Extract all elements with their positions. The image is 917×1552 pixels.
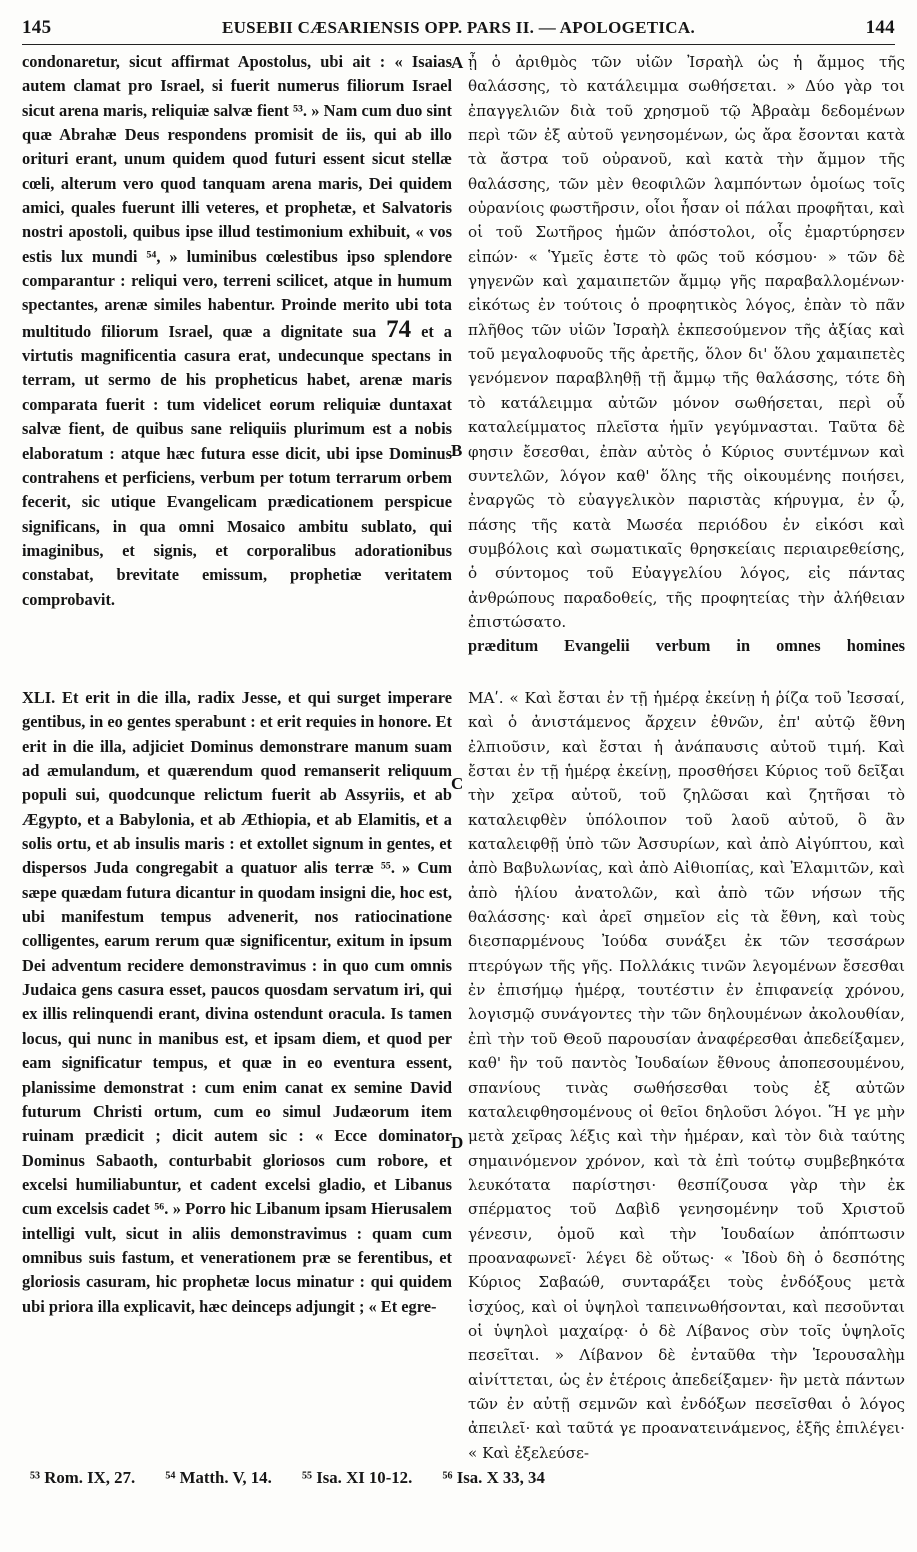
footnote-53: ⁵³ Rom. IX, 27. (30, 1468, 136, 1487)
running-title: EUSEBII CÆSARIENSIS OPP. PARS II. — APOLOGETICA. (221, 18, 696, 37)
margin-marker-b: B (451, 441, 463, 460)
latin-text-after-pagemark: et a virtutis magnificentia casura erat, undecunque spectans in terram, ut sermo de his propheticus habet, arenæ maris comparata fuerit : tum videlicet eorum reliquiæ duntaxat salvæ fient, de quibus sane reliquiis plurimum est a nobis elaboratum : atque hæc futura esse dicit, ubi ipse Dominus contrahens et perficiens, verbum per totum terrarum orbem fecerit, sic utique Evangelicam prædicationem perspicue significans, in qua omni Mosaico ambitu sublato, qui imaginibus, et signis, et corporalibus adorationibus constabat, brevitate emissum, prophetiæ veritatem comprobavit. (22, 321, 452, 609)
latin-column-top (22, 50, 452, 680)
latin-paragraph-2: XLI. Et erit in die illa, radix Jesse, et qui surget imperare gentibus, in eo gentes sperabunt : et erit requies in honore. Et erit in die illa, adjiciet Dominus demonstrare manum suam ad æmulandum, et quærendum quod remanserit reliquum populi sui, quodcunque relictum fuerit ab Assyriis, et ab Ægypto, et a Babylonia, et ab Æthiopia, et ab Elamitis, et a solis ortu, et ab insulis maris : et extollet signum in gentes, et dispersos Juda congregabit a quatuor alis terræ ⁵⁵. » Cum sæpe quædam futura dicantur in quodam insigni die, hoc est, ubi manifestum tempus advenerit, nos ratiocinatione colligentes, earum rerum quæ significentur, exitum in ipsum Dei adventum recidere demonstravimus : in quo cum omnis Judaica gens casura esset, paucos quosdam servatum iri, qui ex illis relinquendi erant, divina ostendunt oracula. Is tamen locus, qui nunc in manibus est, et ipsam diem, et quod per eam significatur tempus, et quæ in eo eventura essent, planissime demonstrat : cum enim canat ex semine David futurum Christi ortum, cum eo simul Judæorum item ruinam prædicit ; dicit autem sic : « Ecce dominator Dominus Sabaoth, conturbabit gloriosos cum robore, et excelsi humiliabuntur, et cadent excelsi gladio, et Libanus cum excelsis cadet ⁵⁶. » Porro hic Libanum ipsam Hierusalem intelligi vult, sicut in aliis demonstravimus : quam cum omnibus suis fastum, et venerationem præ se ferentibus, et gloriosis casuram, hic prophetæ locus minatur : qui quidem ubi priora illa explicavit, hæc deinceps adjungit ; « Et egre- (22, 688, 452, 1316)
running-header (22, 12, 895, 44)
footnotes (30, 1468, 890, 1494)
left-page-number: 145 (22, 17, 52, 38)
greek-column-bottom (468, 686, 905, 1462)
footnote-55: ⁵⁵ Isa. XI 10-12. (301, 1468, 413, 1487)
margin-marker-a: A (451, 53, 464, 72)
margin-marker-c: C (451, 774, 464, 793)
greek-column-top (468, 50, 905, 634)
inline-page-number: 74 (386, 315, 412, 343)
margin-marker-d: D (451, 1133, 464, 1152)
right-page-number: 144 (865, 17, 895, 38)
greek-paragraph-2: ΜΑʹ. « Καὶ ἔσται ἐν τῇ ἡμέρᾳ ἐκείνῃ ἡ ῥίζα τοῦ Ἰεσσαί, καὶ ὁ ἀνιστάμενος ἄρχειν ἐθνῶν, ἐπ' αὐτῷ ἔθνη ἐλπιοῦσιν, καὶ ἔσται ἡ ἀνάπαυσις αὐτοῦ τιμή. Καὶ ἔσται ἐν τῇ ἡμέρᾳ ἐκείνῃ, προσθήσει Κύριος τοῦ δεῖξαι τὴν χεῖρα αὐτοῦ, τοῦ ζηλῶσαι καὶ ζητῆσαι τὸ καταλειφθὲν ὑπόλοιπον τοῦ λαοῦ αὐτοῦ, ὃ ἂν καταλειφθῇ ὑπὸ τῶν Ἀσσυρίων, καὶ ἀπὸ Αἰγύπτου, καὶ ἀπὸ Βαβυλωνίας, καὶ ἀπὸ Αἰθιοπίας, καὶ Ἐλαμιτῶν, καὶ ἀπὸ ἡλίου ἀνατολῶν, καὶ ἀπὸ τῶν νήσων τῆς θαλάσσης· καὶ ἀρεῖ σημεῖον εἰς τὰ ἔθνη, καὶ τοὺς διεσπαρμένους Ἰούδα συνάξει ἐκ τῶν τεσσάρων πτερύγων τῆς γῆς. Πολλάκις τινῶν λεγομένων ἔσεσθαι ἐν ἐπισήμῳ ἡμέρᾳ, τουτέστιν ἐν ἐπιφανείᾳ χρόνου, λογισμῷ συνάγοντες τὴν τῶν δηλουμένων ἀκολουθίαν, ἐπὶ τὴν τοῦ Θεοῦ παρουσίαν ἀναφέρεσθαι ἀπεδείξαμεν, καθ' ἣν τοῦ παντὸς Ἰουδαίων ἔθνους ἀποπεσουμένου, σπανίους τινὰς σωθήσεσθαι τοὺς ἐξ αὐτῶν καταλειφθησομένους οἱ θεῖοι δηλοῦσι λόγοι. Ἥ γε μὴν μετὰ χεῖρας λέξις καὶ τὴν ἡμέραν, καὶ τὸν διὰ ταύτης σημαινόμενον χρόνον, καὶ τὰ ἐπὶ τούτῳ συμβεβηκότα λευκότατα παρίστησι· θεσπίζουσα γὰρ τὴν ἐκ σπέρματος τοῦ Δαβὶδ γενησομένην τοῦ Χριστοῦ γένεσιν, ὁμοῦ καὶ τὴν Ἰουδαίων ἀπόπτωσιν προαναφωνεῖ· λέγει δὲ οὕτως· « Ἰδοὺ δὴ ὁ δεσπότης Κύριος Σαβαώθ, συνταράξει τοὺς ἐνδόξους μετὰ ἰσχύος, καὶ οἱ ὑψηλοὶ ταπεινωθήσονται, καὶ πεσοῦνται οἱ ὑψηλοὶ μαχαίρᾳ· ὁ δὲ Λίβανος σὺν τοῖς ὑψηλοῖς πεσεῖται. » Λίβανον δὲ ἐνταῦθα τὴν Ἱερουσαλὴμ αἰνίττεται, ὡς ἐν ἑτέροις ἀπεδείξαμεν· ἣν μετὰ πάντων τῶν ἐν αὐτῇ σεμνῶν καὶ ἐνδόξων πεσεῖσθαι ὁ λόγος ἀπειλεῖ· καὶ ταῦτά γε προανατεινάμενος, ἑξῆς ἐπιλέγει· « Καὶ ἐξελεύσε- (468, 689, 905, 1462)
header-rule (22, 44, 895, 45)
latin-column-bottom (22, 686, 452, 1448)
greek-column-bridge-line: præditum Evangelii verbum in omnes homines (468, 636, 905, 655)
footnote-56: ⁵⁶ Isa. X 33, 34 (442, 1468, 545, 1487)
footnote-54: ⁵⁴ Matth. V, 14. (165, 1468, 272, 1487)
latin-text-before-pagemark: condonaretur, sicut affirmat Apostolus, ubi ait : « Isaias autem clamat pro Israel, si fuerit numerus filiorum Israel sicut arena maris, reliquiæ salvæ fient ⁵³. » Nam cum duo sint quæ Abrahæ Deus respondens promisit de iis, qui ab illo orituri erant, unum quidem quod futuri essent sicut stellæ cœli, alterum vero quod tanquam arena maris, Dei quidem amici, quales fuerunt illi veteres, et prophetæ, et Salvatoris nostri apostoli, quibus ipse illud testimonium exhibuit, « vos estis lux mundi ⁵⁴, » luminibus cœlestibus ipso splendore comparantur : reliqui vero, terreni scilicet, atque in humum spectantes, arenæ similes habentur. Proinde merito ubi tota multitudo filiorum Israel, quæ a dignitate sua (22, 52, 452, 341)
latin-paragraph-1 (22, 50, 452, 612)
greek-paragraph-1: ᾖ ὁ ἀριθμὸς τῶν υἱῶν Ἰσραὴλ ὡς ἡ ἄμμος τῆς θαλάσσης, τὸ κατάλειμμα σωθήσεται. » Δύο γὰρ τοι ἐπαγγελιῶν διὰ τοῦ χρησμοῦ τῷ Ἀβραὰμ δεδομένων περὶ τῶν ἐξ αὐτοῦ γενησομένων, ὡς ἄρα ἔσονται κατὰ τὰ ἄστρα τοῦ οὐρανοῦ, καὶ κατὰ τὴν ἄμμον τῆς θαλάσσης, τῶν μὲν θεοφιλῶν λαμπόντων ὁμοίως τοῖς οὐρανίοις φωστῆρσιν, οἷοι ἦσαν οἱ πάλαι προφῆται, καὶ οἱ τοῦ Σωτῆρος ἡμῶν ἀπόστολοι, οἷς ἐμαρτύρησεν εἰπών· « Ὑμεῖς ἐστε τὸ φῶς τοῦ κόσμου· » τῶν δὲ γηγενῶν καὶ χαμαιπετῶν ἄμμῳ γῆς παραβαλλομένων· εἰκότως ἐν τούτοις ὁ προφητικὸς λόγος, ἐπὰν τὸ πᾶν πλῆθος τῶν υἱῶν Ἰσραὴλ ἐκπεσούμενον τῆς ἀξίας καὶ τοῦ μεγαλοφυοῦς τῆς ἀρετῆς, ὅλον δι' ὅλου χαμαιπετὲς γενόμενον παραβληθῇ τῇ ἄμμῳ τῆς θαλάσσης, τότε δὴ τὸ κατάλειμμα αὐτῶν μόνον σωθήσεται, περὶ οὗ καταλείμματος πλεῖστα ἡμῖν γεγύμνασται. Ταῦτα δὲ φησιν ἔσεσθαι, ἐπὰν αὐτὸς ὁ Κύριος συντέμνων καὶ συντελῶν, λόγον καθ' ὅλης τῆς οἰκουμένης ποιήσει, ἐναργῶς τὸ εὐαγγελικὸν παριστὰς κήρυγμα, ἐν ᾧ, πάσης τῆς κατὰ Μωσέα περιόδου ἐν εἰκόσι καὶ συμβόλοις καὶ σωματικαῖς θρησκείαις περιαιρεθείσης, ὁ σύντομος τοῦ Εὐαγγελίου λόγος, εἰς πάντας ἀνθρώπους παραδοθείς, τῆς προφητείας τὴν ἀλήθειαν ἐπιστώσατο. (468, 53, 905, 631)
